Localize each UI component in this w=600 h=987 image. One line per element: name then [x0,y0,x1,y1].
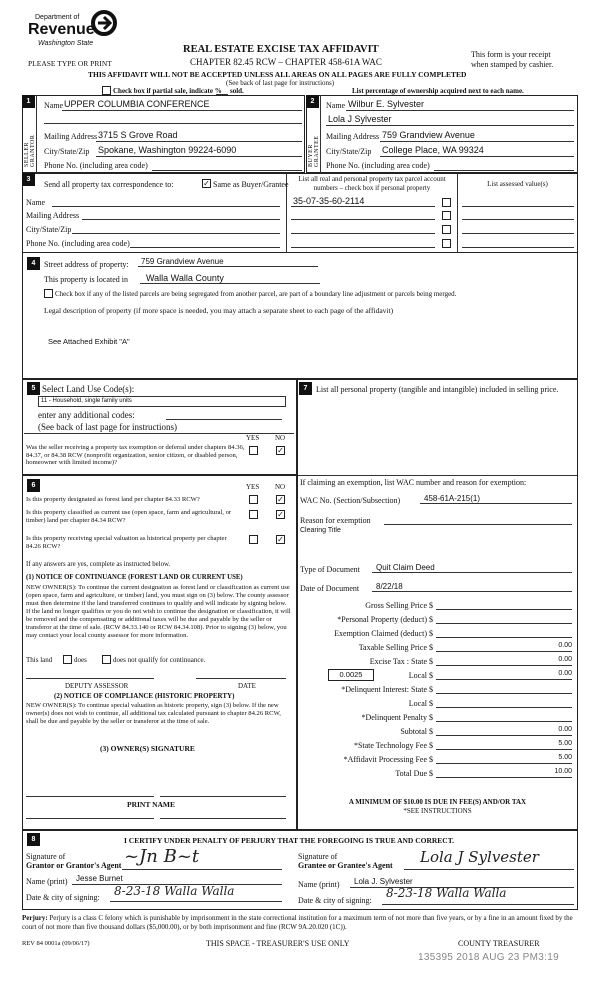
calc-row-value[interactable] [436,628,572,638]
calc-row [298,656,577,670]
form-title: REAL ESTATE EXCISE TAX AFFIDAVIT [183,44,379,55]
calc-row [298,642,577,656]
section-6 [22,475,297,830]
county-treasurer: COUNTY TREASURER [458,939,540,948]
see-back-section5: (See back of last page for instructions) [38,422,177,432]
does-not-checkbox[interactable] [102,655,111,664]
calc-row [298,712,577,726]
does-label: does [74,656,87,664]
calc-row-value[interactable]: 5.00 [436,754,572,764]
seller-mail[interactable]: 3715 S Grove Road [98,130,178,140]
calc-row-label: Taxable Selling Price $ [358,643,433,652]
corr-name-label: Name [26,198,46,207]
grantor-signature: ~Jn B~t [124,846,200,867]
calc-row-value[interactable] [436,600,572,610]
segregated-label: Check box if any of the listed parcels are being segregated from another parcel, are part of a boundary line adjustment or parcels being merged. [55,290,457,298]
calc-row-value[interactable]: 0.00 [436,726,572,736]
grantee-name-print-label: Name (print) [298,880,340,889]
calc-row-label: *Delinquent Penalty $ [361,713,433,722]
current-use-question: Is this property classified as current use (open space, farm and agricultural, or timber) land per chapter 84.34 RCW? [26,509,232,524]
section-6-number: 6 [27,479,40,492]
treasurer-space: THIS SPACE - TREASURER'S USE ONLY [206,939,350,948]
grantee-signature: Lola J Sylvester [420,848,539,866]
print-name-label: PRINT NAME [127,800,175,809]
historic-no-checkbox[interactable]: ✓ [277,535,284,544]
same-as-buyer-checkbox[interactable]: ✓ [203,179,210,188]
calc-row-value[interactable]: 0.00 [436,642,572,652]
reason-value[interactable]: Clearing Title [300,527,341,534]
grantor-agent-label: Grantor or Grantor's Agent [26,861,122,870]
notice-continuance-title: (1) NOTICE OF CONTINUANCE (FOREST LAND OR CURRENT USE) [26,574,243,581]
forest-question: Is this property designated as forest land per chapter 84.33 RCW? [26,496,200,503]
calc-row [298,768,577,782]
section-8-number: 8 [27,833,40,846]
corr-phone-label: Phone No. (including area code) [26,239,130,248]
does-not-label: does not qualify for continuance. [113,656,206,664]
street-address[interactable]: 759 Grandview Avenue [141,257,224,266]
calc-row-label: Total Due $ [395,769,433,778]
parcel-1-personal-checkbox[interactable] [442,198,451,207]
seller-side-label: SELLER GRANTOR [24,134,36,167]
local-rate-box[interactable]: 0.0025 [328,669,374,681]
seller-city-label: City/State/Zip [44,147,90,156]
calc-row [298,628,577,642]
calc-row-value[interactable] [436,684,572,694]
corr-city-label: City/State/Zip [26,225,72,234]
same-as-buyer-label: Same as Buyer/Grantee [213,180,289,189]
calc-row-value[interactable]: 0.00 [436,670,572,680]
legal-description-label: Legal description of property (if more space is needed, you may attach a separate sheet to each page of the affidavit) [44,306,394,315]
legal-description[interactable]: See Attached Exhibit "A" [48,337,130,346]
calc-row-value[interactable] [436,698,572,708]
located-in-label: This property is located in [44,275,128,284]
parcel-header-1: List all real and personal property tax parcel account [298,175,446,183]
buyer-name-label: Name [326,101,346,110]
calc-row [298,614,577,628]
seller-city[interactable]: Spokane, Washington 99224-6090 [98,145,237,155]
parcel-4-personal-checkbox[interactable] [442,239,451,248]
no-label-6: NO [275,483,286,491]
buyer-name1[interactable]: Wilbur E. Sylvester [348,99,425,109]
calc-row-label: Subtotal $ [400,727,433,736]
buyer-city-label: City/State/Zip [326,147,372,156]
calc-row-label: *Personal Property (deduct) $ [337,615,433,624]
calc-row-label: Exemption Claimed (deduct) $ [334,629,433,638]
additional-codes-label: enter any additional codes: [38,410,135,420]
section-1-number: 1 [22,95,35,108]
seller-name-label: Name [44,101,64,110]
dept-line1: Department of [35,14,80,21]
seller-phone-label: Phone No. (including area code) [44,161,148,170]
claiming-exemption-label: If claiming an exemption, list WAC number and reason for exemption: [300,478,527,487]
grantor-name-print-label: Name (print) [26,877,68,886]
doc-date[interactable]: 8/22/18 [376,582,403,591]
calc-row-label: Local $ [408,671,433,680]
perjury-text: Perjury is a class C felony which is punishable by imprisonment in the state correctional institution for a maximum term of not more than five years, or by a fine in an amount fixed by the court of not more than five thousand dollars ($5,000.00), or by both imprisonment and fine (RCW 9A.20.020 (1C)). [22,914,573,931]
land-use-label: Select Land Use Code(s): [42,384,135,394]
segregated-checkbox[interactable] [44,289,53,298]
section-5-number: 5 [27,382,40,395]
grantee-agent-label: Grantee or Grantee's Agent [298,861,393,870]
land-use-code-box[interactable]: 11 - Household, single family units [38,396,286,407]
yes-label-6: YES [246,483,260,491]
receipt-line1: This form is your receipt [471,50,551,59]
section-4-number: 4 [27,257,40,270]
seller-mail-label: Mailing Address [44,132,98,141]
personal-property-label: List all personal property (tangible and intangible) included in selling price. [316,385,559,394]
wac-label: WAC No. (Section/Subsection) [300,496,401,505]
calc-row [298,754,577,768]
forest-no-checkbox[interactable]: ✓ [277,495,284,504]
doc-type[interactable]: Quit Claim Deed [376,563,435,572]
calc-row-value[interactable] [436,712,572,722]
section-2-number: 2 [306,95,319,108]
receipt-line2: when stamped by cashier. [471,60,554,69]
notice-compliance-body: NEW OWNER(S): To continue special valuation as historic property, sign (3) below. If the new owner(s) does not wish to continue, all additional tax calculated pursuant to chapter 84.26 RCW, shall be due and payable by the seller or transferor at the time of sale. [26,702,281,725]
buyer-side-label: BUYER GRANTEE [308,135,320,167]
grantee-sig-of: Signature of [298,852,338,861]
receipt-stamp: 135395 2018 AUG 23 PM3:19 [418,952,559,963]
calc-row [298,726,577,740]
calc-row [298,670,577,684]
calc-row [298,740,577,754]
calc-row-label: *State Technology Fee $ [353,741,433,750]
grantor-date-city-label: Date & city of signing: [26,893,100,902]
send-correspondence-label: Send all property tax correspondence to: [44,180,174,189]
minimum-due: A MINIMUM OF $10.00 IS DUE IN FEE(S) AND/OR TAX [348,798,527,806]
partial-sale-label: Check box if partial sale, indicate % [113,87,222,95]
notice-continuance-body: NEW OWNER(S): To continue the current designation as forest land or classification as current use (open space, farm and agriculture, or timber) land, you must sign on (3) below. The county assessor must then determine if the land transferred continues to qualify and will indicate by signing below. If the land no longer qualifies or you do not wish to continue the designation or classification, it will be removed and the compensating or additional taxes will be due and payable by the seller or transferor at the time of sale. (RCW 84.33.140 or RCW 84.34.108). Prior to signing (3) below, you may contact your local county assessor for more information. [26,584,291,639]
historic-question: Is this property receiving special valuation as historical property per chapter 84.26 RCW? [26,535,227,550]
calc-row-label: Gross Selling Price $ [365,601,433,610]
section-7-number: 7 [299,382,312,395]
buyer-mail-label: Mailing Address [326,132,380,141]
calc-row-label: Excise Tax : State $ [369,657,433,666]
street-address-label: Street address of property: [44,260,129,269]
buyer-city[interactable]: College Place, WA 99324 [382,145,484,155]
doc-type-label: Type of Document [300,565,360,574]
this-land-label: This land [26,656,53,664]
list-percentage: List percentage of ownership acquired next to each name. [352,87,524,95]
partial-sale-checkbox[interactable] [102,86,111,95]
reason-label: Reason for exemption [300,516,371,525]
form-chapter: CHAPTER 82.45 RCW – CHAPTER 458-61A WAC [190,57,382,67]
dept-line3: Washington State [38,40,94,47]
date-label-6: DATE [238,682,256,690]
buyer-mail[interactable]: 759 Grandview Avenue [382,130,475,140]
dor-emblem-icon [91,10,117,36]
grantee-date-city-label: Date & city of signing: [298,896,372,905]
calc-row [298,684,577,698]
buyer-phone-label: Phone No. (including area code) [326,161,430,170]
grantor-name-print[interactable]: Jesse Burnet [76,874,123,883]
parcel-2-personal-checkbox[interactable] [442,211,451,220]
perjury-label: Perjury: [22,914,48,922]
current-use-yes-checkbox[interactable] [249,510,258,519]
see-instructions: *SEE INSTRUCTIONS [403,807,472,815]
doc-date-label: Date of Document [300,584,360,593]
calc-row-label: *Delinquent Interest: State $ [341,685,433,694]
calc-row [298,698,577,712]
yes-label-5: YES [246,434,260,442]
corr-mail-label: Mailing Address [26,211,80,220]
calc-rows [298,600,577,786]
exemption-yes-checkbox[interactable] [249,446,258,455]
calc-row-label: Local $ [408,699,433,708]
grantee-date-city[interactable]: 8-23-18 Walla Walla [386,886,507,900]
parcel-header-2: numbers – check box if personal property [313,184,431,192]
grantee-name-print[interactable]: Lola J. Sylvester [354,877,413,886]
notice-compliance-title: (2) NOTICE OF COMPLIANCE (HISTORIC PROPERTY) [54,692,235,700]
certify-statement: I CERTIFY UNDER PENALTY OF PERJURY THAT THE FOREGOING IS TRUE AND CORRECT. [124,836,455,845]
section-4 [22,253,578,379]
does-checkbox[interactable] [63,655,72,664]
calc-row-value[interactable] [436,614,572,624]
calc-row-value[interactable]: 5.00 [436,740,572,750]
calc-row-value[interactable]: 10.00 [436,768,572,778]
dept-line2: Revenue [28,21,95,38]
owner-signature-title: (3) OWNER(S) SIGNATURE [100,744,195,753]
wac-number[interactable]: 458-61A-215(1) [424,494,481,503]
grantor-date-city[interactable]: 8-23-18 Walla Walla [114,884,235,898]
section-3-number: 3 [22,173,35,186]
current-use-no-checkbox[interactable]: ✓ [277,510,284,519]
dor-logo [28,10,123,52]
exemption-no-checkbox[interactable]: ✓ [277,446,284,455]
buyer-name2[interactable]: Lola J Sylvester [328,114,392,124]
no-label-5: NO [275,434,286,442]
calc-row-value[interactable]: 0.00 [436,656,572,666]
county[interactable]: Walla Walla County [146,273,224,283]
seller-name[interactable]: UPPER COLUMBIA CONFERENCE [64,99,210,109]
calc-row-label: *Affidavit Processing Fee $ [343,755,433,764]
parcel-3-personal-checkbox[interactable] [442,225,451,234]
historic-yes-checkbox[interactable] [249,535,258,544]
exemption-question: Was the seller receiving a property tax exemption or deferral under chapters 84.36, 84.37, or 84.38 RCW (nonprofit organization, senior citizen, or disabled person, homeowner with limited income)? [26,444,245,467]
if-yes-instructions: If any answers are yes, complete as instructed below. [26,561,171,568]
deputy-assessor-label: DEPUTY ASSESSOR [65,682,129,690]
calc-row [298,600,577,614]
warning-text: THIS AFFIDAVIT WILL NOT BE ACCEPTED UNLESS ALL AREAS ON ALL PAGES ARE FULLY COMPLETED [88,70,467,79]
see-back-header: (See back of last page for instructions) [226,79,335,87]
grantor-sig-of: Signature of [26,852,66,861]
please-type: PLEASE TYPE OR PRINT [28,59,112,68]
forest-yes-checkbox[interactable] [249,495,258,504]
parcel-number-1[interactable]: 35-07-35-60-2114 [293,196,365,206]
rev-number: REV 84 0001a (09/06/17) [22,940,90,947]
sold-label: sold. [230,87,244,95]
perjury-notice [22,914,578,932]
assessed-header: List assessed value(s) [487,180,548,188]
